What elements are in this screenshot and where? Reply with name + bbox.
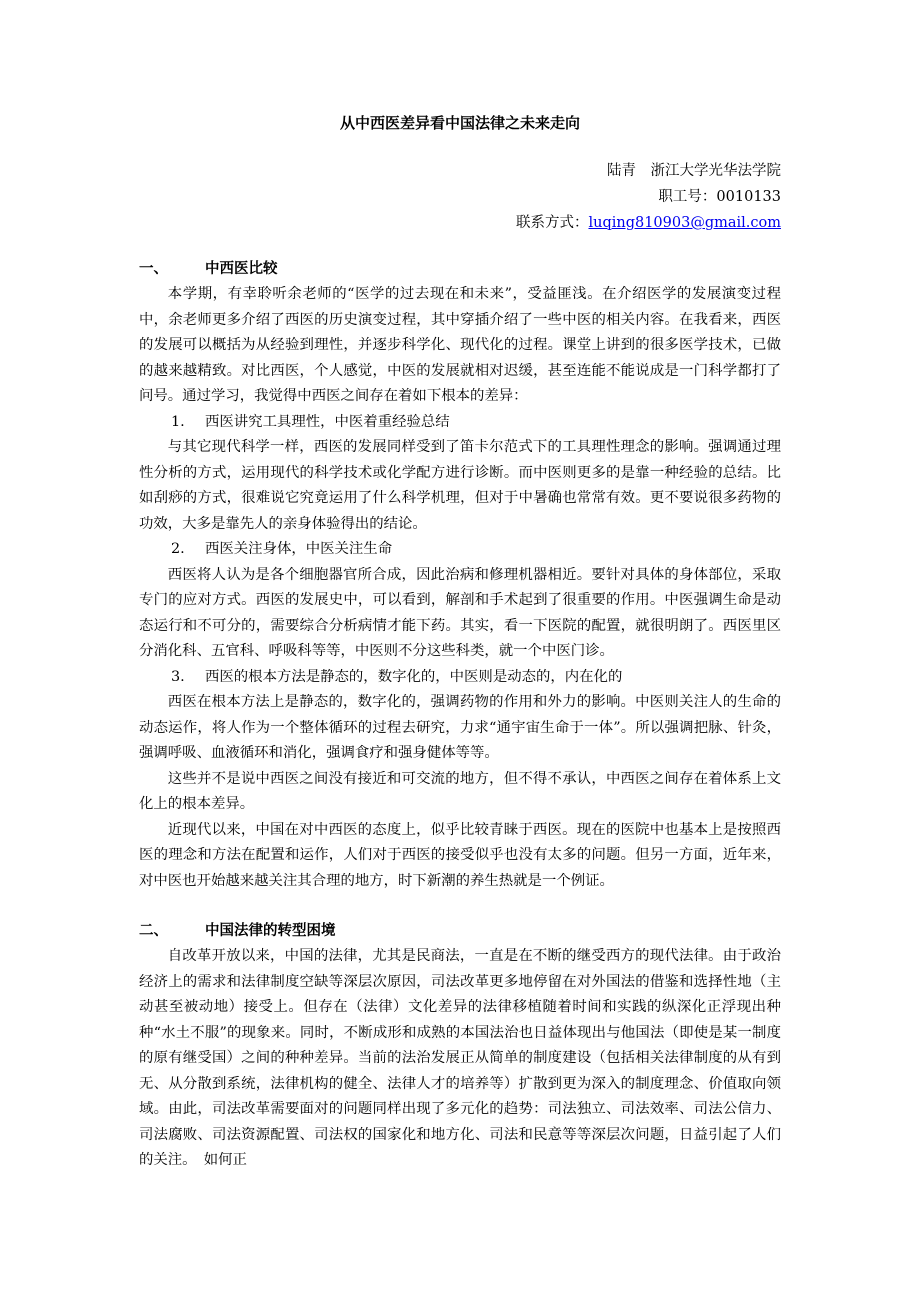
- section-number: 一、: [139, 261, 168, 277]
- section-gap: [139, 894, 781, 918]
- author-block: [516, 158, 781, 236]
- list-item-number: 3.: [171, 668, 185, 685]
- paragraph: 自改革开放以来，中国的法律，尤其是民商法，一直是在不断的继受西方的现代法律。由于政治经济上的需求和法律制度空缺等深层次原因，司法改革更多地停留在对外国法的借鉴和选择性地（主动甚至被动地）接受上。但存在（法律）文化差异的法律移植随着时间和实践的纵深化正浮现出种种“水土不服”的现象来。同时，不断成形和成熟的本国法治也日益体现出与他国法（即使是某一制度的原有继受国）之间的种种差异。当前的法治发展正从简单的制度建设（包括相关法律制度的从有到无、从分散到系统，法律机构的健全、法律人才的培养等）扩散到更为深入的制度理念、价值取向领域。由此，司法改革需要面对的问题同样出现了多元化的趋势：司法独立、司法效率、司法公信力、司法腐败、司法资源配置、司法权的国家化和地方化、司法和民意等等深层次问题，日益引起了人们的关注。 如何正: [139, 948, 781, 1168]
- staff-id-value: 0010133: [716, 189, 781, 205]
- list-item-title: 西医关注身体，中医关注生命: [205, 541, 393, 557]
- contact-line: [516, 210, 781, 236]
- email-link[interactable]: luqing810903@gmail.com: [588, 215, 781, 231]
- contact-label: 联系方式：: [515, 215, 589, 231]
- staff-id-label: 职工号：: [658, 189, 717, 205]
- paragraph: 与其它现代科学一样，西医的发展同样受到了笛卡尔范式下的工具理性理念的影响。强调通过理性分析的方式，运用现代的科学技术或化学配方进行诊断。而中医则更多的是靠一种经验的总结。比如刮痧的方式，很难说它究竟运用了什么科学机理，但对于中暑确也常常有效。更不要说很多药物的功效，大多是靠先人的亲身体验得出的结论。: [139, 439, 781, 532]
- list-item-heading: [139, 665, 781, 691]
- document-title: 从中西医差异看中国法律之未来走向: [339, 114, 580, 132]
- list-item-number: 2.: [171, 541, 185, 557]
- list-item-number: 1.: [171, 413, 185, 430]
- section-heading-1: [139, 256, 781, 282]
- author-name-affiliation: 陆青 浙江大学光华法学院: [607, 163, 781, 179]
- paragraph: 西医将人认为是各个细胞器官所合成，因此治病和修理机器相近。要针对具体的身体部位，采取专门的应对方式。西医的发展史中，可以看到，解剖和手术起到了很重要的作用。中医强调生命是动态运行和不可分的，需要综合分析病情才能下药。其实，看一下医院的配置，就很明朗了。西医里区分消化科、五官科、呼吸科等等，中医则不分这些科类，就一个中医门诊。: [139, 566, 781, 659]
- list-item-title: 西医讲究工具理性，中医着重经验总结: [205, 413, 450, 430]
- document-body: [139, 256, 781, 1174]
- section-title: 中西医比较: [205, 261, 278, 277]
- paragraph: 本学期，有幸聆听余老师的“医学的过去现在和未来”，受益匪浅。在介绍医学的发展演变过程中，余老师更多介绍了西医的历史演变过程，其中穿插介绍了一些中医的相关内容。在我看来，西医的发展可以概括为从经验到理性，并逐步科学化、现代化的过程。课堂上讲到的很多医学技术，已做的越来越精致。对比西医，个人感觉，中医的发展就相对迟缓，甚至连能不能说成是一门科学都打了问号。通过学习，我觉得中西医之间存在着如下根本的差异：: [139, 286, 781, 404]
- list-item-heading: [139, 410, 781, 436]
- paragraph: 西医在根本方法上是静态的，数字化的，强调药物的作用和外力的影响。中医则关注人的生命的动态运作，将人作为一个整体循环的过程去研究，力求“通宇宙生命于一体”。所以强调把脉、针灸，强调呼吸、血液循环和消化，强调食疗和强身健体等等。: [139, 694, 781, 761]
- staff-id-line: [516, 184, 781, 210]
- list-item-heading: [139, 537, 781, 563]
- section-title: 中国法律的转型困境: [205, 923, 336, 939]
- paragraph: 近现代以来，中国在对中西医的态度上，似乎比较青睐于西医。现在的医院中也基本上是按照西医的理念和方法在配置和运作，人们对于西医的接受似乎也没有太多的问题。但另一方面，近年来，对中医也开始越来越关注其合理的地方，时下新潮的养生热就是一个例证。: [139, 821, 781, 889]
- list-item-title: 西医的根本方法是静态的，数字化的，中医则是动态的，内在化的: [205, 668, 623, 685]
- section-heading-2: [139, 918, 781, 944]
- paragraph: 这些并不是说中西医之间没有接近和可交流的地方，但不得不承认，中西医之间存在着体系上文化上的根本差异。: [139, 770, 781, 812]
- section-number: 二、: [139, 923, 168, 939]
